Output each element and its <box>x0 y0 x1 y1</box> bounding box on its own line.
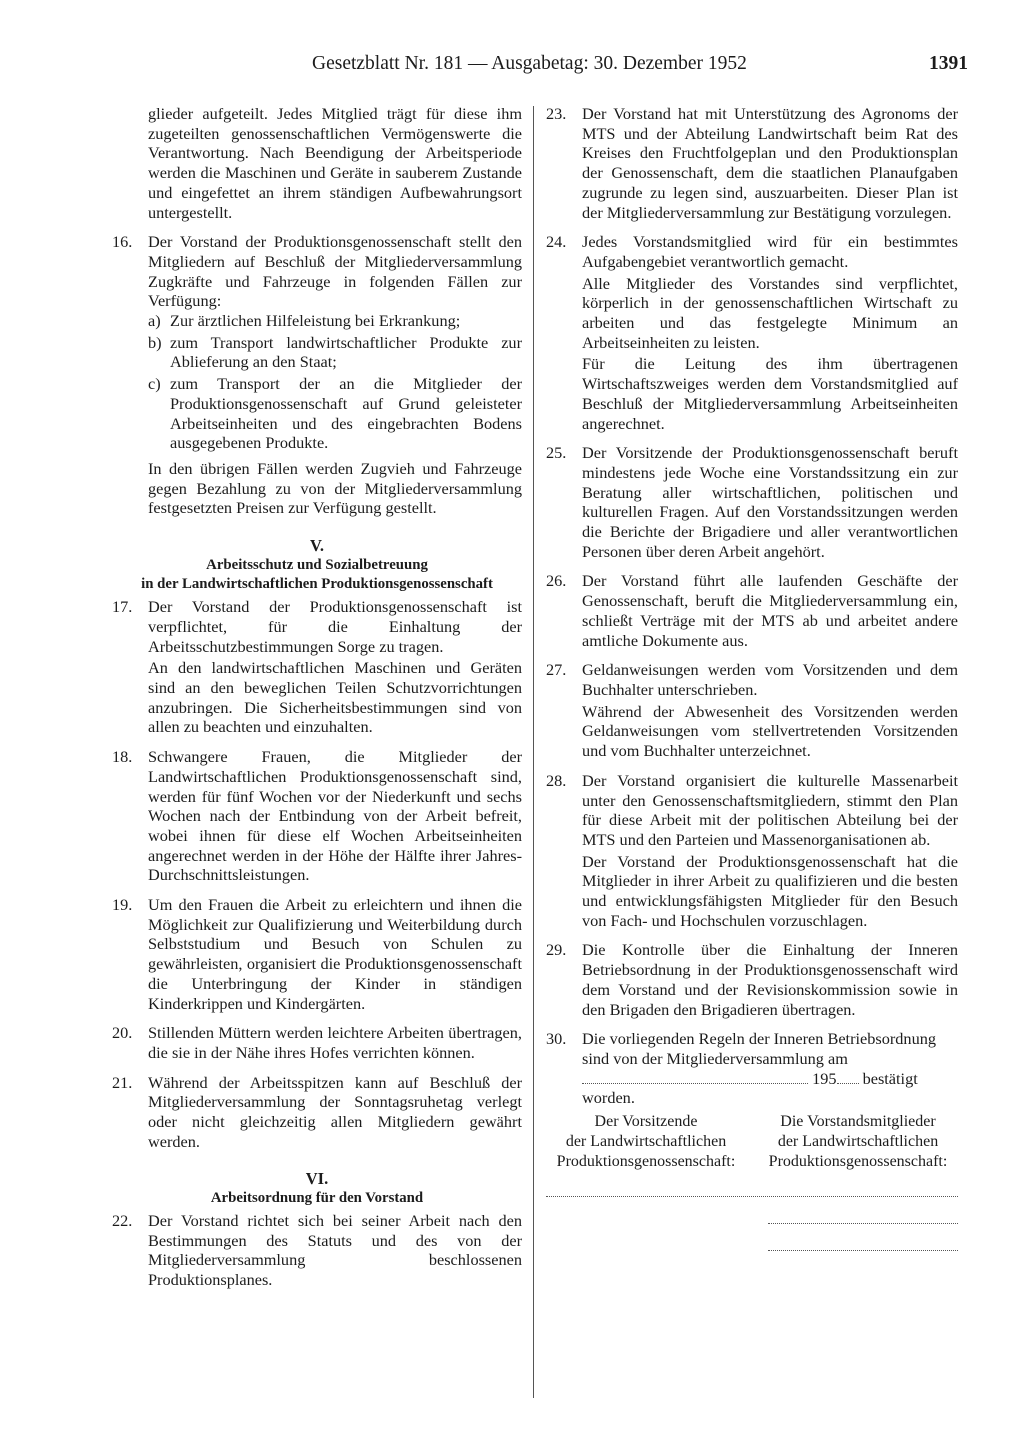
paragraph-text: Der Vorstand organisiert die kulturelle Massenarbeit unter den Genossenschaftsmitgliedern, stimmt den Plan für diese Arbeit mit der politischen Abteilung bei der MTS und den Parteien und Massenorganisationen ab. <box>582 770 958 849</box>
list-item <box>148 374 522 453</box>
paragraph-text: Stillenden Müttern werden leichtere Arbeiten übertragen, die sie in der Nähe ihres Hofes verrichten können. <box>148 1023 522 1062</box>
paragraph-text: Der Vorstand führt alle laufenden Geschäfte der Genossenschaft, beruft die Mitgliederversammlung ein, schließt Verträge mit der MTS ab und arbeitet andere amtliche Dokumente aus. <box>582 571 958 650</box>
paragraph-16 <box>112 232 522 518</box>
section-title-line: in der Landwirtschaftlichen Produktionsgenossenschaft <box>141 576 493 593</box>
page-header <box>312 50 1002 80</box>
paragraph-text: Geldanweisungen werden vom Vorsitzenden und dem Buchhalter unterschrieben. <box>582 660 958 699</box>
year-blank <box>837 1083 859 1084</box>
paragraph-text: Um den Frauen die Arbeit zu erleichtern und ihnen die Möglichkeit zur Qualifizierung und Weiterbildung durch Selbststudium und Besuch von Schulen zu gewährleisten, organisiert die Produktionsgenossenschaft die Unterbringung der Kinder in ständigen Kinderkrippen und Kindergärten. <box>148 895 522 1013</box>
paragraph-17 <box>112 597 522 737</box>
paragraph-number: 29. <box>546 940 567 960</box>
paragraph-text: Der Vorstand der Produktionsgenossenschaft hat die Mitglieder in ihrer Arbeit zu qualifizieren und die besten und entwicklungsfähigsten Mitglieder für den Besuch von Fach- und Hochschulen vorzuschlagen. <box>582 851 958 930</box>
list-text: Zur ärztlichen Hilfeleistung bei Erkrankung; <box>170 311 461 331</box>
signature-label: Produktionsgenossenschaft: <box>768 1153 948 1171</box>
paragraph-number: 21. <box>112 1072 133 1092</box>
section-number: V. <box>310 536 324 556</box>
paragraph-text: glieder aufgeteilt. Jedes Mitglied trägt für diese ihm zugeteilten genossenschaftlichen Vermögenswerte die Verantwortung. Nach Beendigung der Arbeitsperiode werden die Maschinen und Geräte in sauberem Zustande und eingefettet an ihrem ständigen Aufbewahrungsort untergestellt. <box>148 104 522 222</box>
paragraph-text: Der Vorsitzende der Produktionsgenossenschaft beruft mindestens jede Woche eine Vorstandssitzung ein zur Beratung aller wirtschaftlichen, politischen und kulturellen Fragen. Auf den Vorstandssitzungen werden die Berichte der Brigadiere und aller verantwortlichen Personen über deren Arbeit angehört. <box>582 443 958 561</box>
paragraph-15-continuation <box>112 104 522 222</box>
paragraph-23 <box>546 104 958 222</box>
paragraph-text <box>582 1029 958 1108</box>
list-item <box>148 311 522 331</box>
paragraph-29 <box>546 940 958 1019</box>
paragraph-text: Alle Mitglieder des Vorstandes sind verpflichtet, körperlich in der genossenschaftlichen Wirtschaft zu arbeiten und das festgelegte Minimum an Arbeitseinheiten zu leisten. <box>582 273 958 352</box>
paragraph-text: Der Vorstand hat mit Unterstützung des Agronoms der MTS und der Abteilung Landwirtschaft beim Rat des Kreises den Fruchtfolgeplan und den Produktionsplan der Genossenschaft, dem die staatlichen Planaufgaben zugrunde zu legen sind, auszuarbeiten. Dieser Plan ist der Mitgliederversammlung zur Bestätigung vorzulegen. <box>582 104 958 222</box>
page-number: 1391 <box>929 53 968 74</box>
signature-label: der Landwirtschaftlichen <box>777 1133 939 1151</box>
year-prefix: 195 <box>812 1068 837 1088</box>
right-column <box>546 104 958 1251</box>
paragraph-22 <box>112 1211 522 1290</box>
paragraph-30 <box>546 1029 958 1108</box>
list-item <box>148 333 522 372</box>
paragraph-19 <box>112 895 522 1013</box>
paragraph-text: Jedes Vorstandsmitglied wird für ein bestimmtes Aufgabengebiet verantwortlich gemacht. <box>582 232 958 271</box>
signature-line <box>768 1209 958 1224</box>
section-number: VI. <box>305 1169 329 1189</box>
left-column <box>112 104 522 1300</box>
signature-line <box>546 1182 958 1197</box>
signature-label: der Landwirtschaftlichen <box>565 1133 727 1151</box>
section-title <box>112 556 522 595</box>
paragraph-number: 24. <box>546 232 567 252</box>
paragraph-27 <box>546 660 958 761</box>
list-label: b) <box>148 332 162 352</box>
approval-text: Die vorliegenden Regeln der Inneren Betriebsordnung sind von der Mitgliederversammlung am <box>582 1029 936 1068</box>
signature-block <box>546 1112 958 1172</box>
paragraph-number: 27. <box>546 660 567 680</box>
signature-board-members <box>758 1112 958 1172</box>
paragraph-number: 25. <box>546 443 567 463</box>
paragraph-text: Die Kontrolle über die Einhaltung der Inneren Betriebsordnung in der Produktionsgenossenschaft wird dem Vorstand und der Revisionskommission sowie in den Brigaden den Brigadieren übertragen. <box>582 940 958 1019</box>
signature-label: Produktionsgenossenschaft: <box>556 1153 736 1171</box>
paragraph-text: Der Vorstand richtet sich bei seiner Arbeit nach den Bestimmungen des Statuts und des von der Mitgliederversammlung beschlossenen Produktionsplanes. <box>148 1210 522 1289</box>
paragraph-text: Während der Arbeitsspitzen kann auf Beschluß der Mitgliederversammlung der Sonntagsruhetag verlegt oder nicht gleichzeitig allen Mitgliedern gewährt werden. <box>148 1072 522 1151</box>
date-blank <box>582 1083 808 1084</box>
signature-label: Der Vorsitzende <box>594 1113 698 1131</box>
paragraph-26 <box>546 571 958 650</box>
approval-text-end: bestätigt worden. <box>582 1068 918 1108</box>
paragraph-25 <box>546 443 958 561</box>
signature-label: Die Vorstandsmitglieder <box>780 1113 936 1131</box>
paragraph-number: 30. <box>546 1029 567 1049</box>
paragraph-text: Der Vorstand der Produktionsgenossenschaft ist verpflichtet, für die Einhaltung der Arbeitsschutzbestimmungen Sorge zu tragen. <box>148 597 522 656</box>
list-label: c) <box>148 374 161 394</box>
paragraph-number: 26. <box>546 571 567 591</box>
paragraph-text: Für die Leitung des ihm übertragenen Wirtschaftszweiges werden dem Vorstandsmitglied auf Beschluß der Mitgliederversammlung Arbeitseinheiten angerechnet. <box>582 354 958 433</box>
section-title-line: Arbeitsordnung für den Vorstand <box>210 1190 424 1207</box>
paragraph-number: 23. <box>546 104 567 123</box>
list-text: zum Transport landwirtschaftlicher Produkte zur Ablieferung an den Staat; <box>170 332 522 372</box>
paragraph-24 <box>546 232 958 433</box>
paragraph-text: Der Vorstand der Produktionsgenossenschaft stellt den Mitgliedern auf Beschluß der Mitgliederversammlung Zugkräfte und Fahrzeuge in folgenden Fällen zur Verfügung: <box>148 232 522 311</box>
header-title: Gesetzblatt Nr. 181 — Ausgabetag: 30. Dezember 1952 <box>312 53 747 74</box>
list-label: a) <box>148 311 161 331</box>
paragraph-18 <box>112 747 522 885</box>
paragraph-number: 16. <box>112 232 133 252</box>
paragraph-number: 17. <box>112 597 133 617</box>
section-title-line: Arbeitsschutz und Sozialbetreuung <box>206 556 428 573</box>
paragraph-28 <box>546 771 958 931</box>
paragraph-text: Schwangere Frauen, die Mitglieder der Landwirtschaftlichen Produktionsgenossenschaft sind, werden für fünf Wochen vor der Niederkunft und sechs Wochen nach der Entbindung von der Arbeit befreit, wobei ihnen für diese elf Wochen Arbeitseinheiten angerechnet werden in der Höhe der Hälfte ihrer Jahres-Durchschnittsleistungen. <box>148 747 522 885</box>
paragraph-text: An den landwirtschaftlichen Maschinen und Geräten sind an den beweglichen Teilen Schutzvorrichtungen anzubringen. Die Sicherheitsbestimmungen sind von allen zu beachten und einzuhalten. <box>148 658 522 737</box>
section-title <box>112 1189 522 1209</box>
paragraph-text: In den übrigen Fällen werden Zugvieh und Fahrzeuge gegen Bezahlung zu von der Mitgliederversammlung festgesetzten Preisen zur Verfügung gestellt. <box>148 458 522 518</box>
paragraph-21 <box>112 1073 522 1152</box>
paragraph-number: 18. <box>112 747 133 767</box>
signature-line <box>768 1236 958 1251</box>
paragraph-number: 20. <box>112 1023 133 1043</box>
paragraph-20 <box>112 1023 522 1062</box>
paragraph-number: 28. <box>546 770 567 790</box>
signature-chairman <box>546 1112 746 1172</box>
list-text: zum Transport der an die Mitglieder der Produktionsgenossenschaft auf Grund geleisteter Arbeitseinheiten und des eingebrachten Bodens ausgegebenen Produkte. <box>170 374 522 453</box>
paragraph-number: 22. <box>112 1210 133 1230</box>
paragraph-text: Während der Abwesenheit des Vorsitzenden werden Geldanweisungen vom stellvertretenden Vorsitzenden und vom Buchhalter unterzeichnet. <box>582 701 958 761</box>
paragraph-number: 19. <box>112 895 133 915</box>
column-divider <box>533 106 534 1398</box>
